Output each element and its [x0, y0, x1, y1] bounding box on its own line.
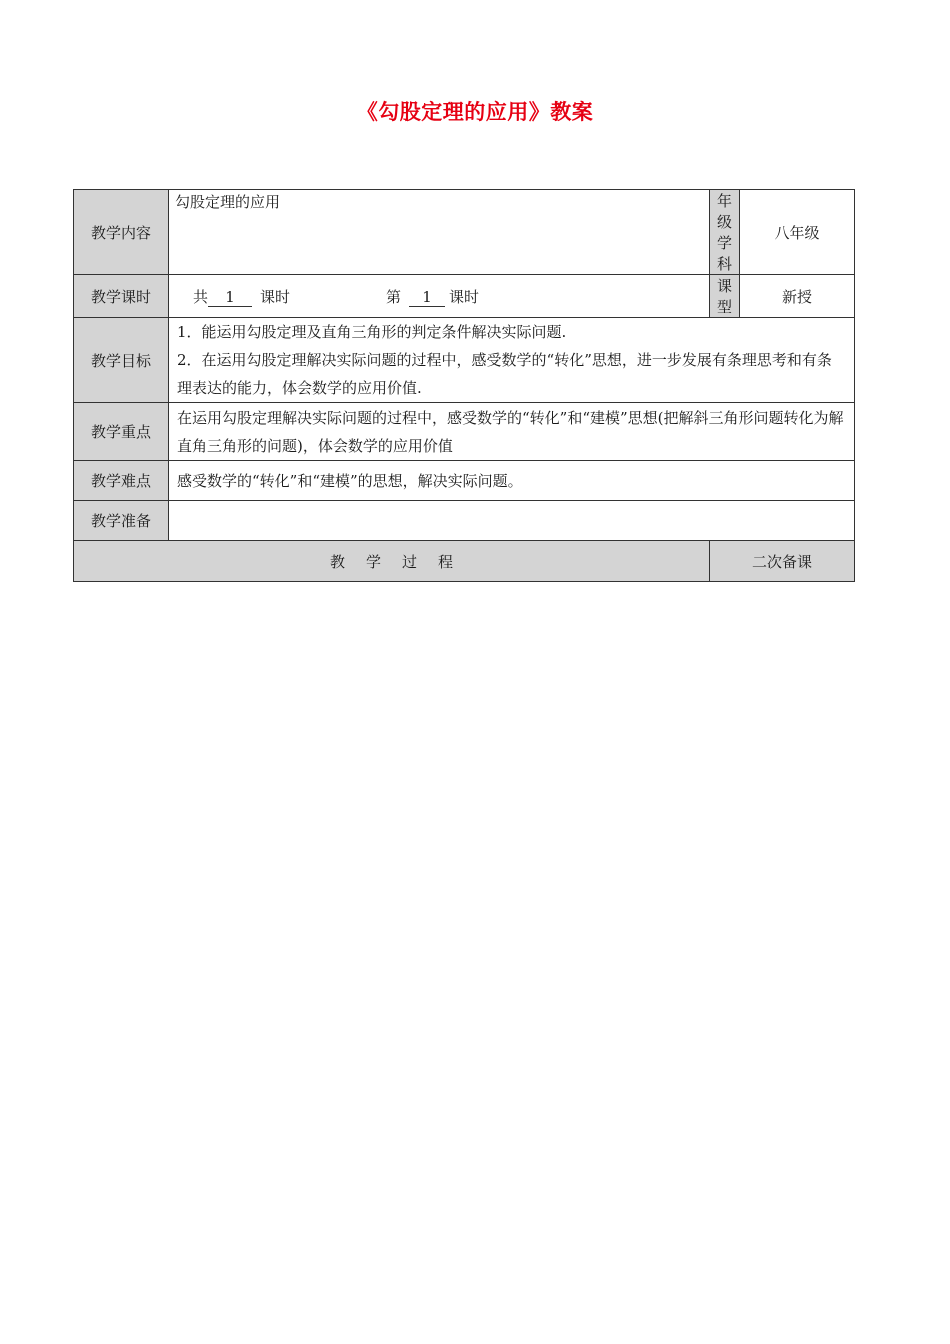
- row-preparation: [74, 501, 855, 541]
- hours-index: 1: [409, 288, 445, 307]
- difficulty-text: 感受数学的“转化”和“建模”的思想，解决实际问题。: [169, 461, 855, 501]
- hours-prefix: 共: [193, 287, 209, 306]
- process-char-2: 学: [365, 552, 381, 571]
- hours-unit-1: 课时: [260, 287, 291, 306]
- goal-item-2: 2．在运用勾股定理解决实际问题的过程中，感受数学的“转化”思想，进一步发展有条理思考和有条理表达的能力，体会数学的应用价值.: [177, 351, 832, 397]
- row-key-points: [74, 403, 855, 461]
- goals-cell: [169, 318, 855, 403]
- row-hours: [74, 275, 855, 318]
- process-char-3: 过: [401, 552, 417, 571]
- content-value-cell: [169, 190, 710, 275]
- grade-value: 八年级: [740, 190, 855, 275]
- hours-unit-2: 课时: [449, 287, 480, 306]
- hours-label: 教学课时: [74, 275, 169, 318]
- row-content: [74, 190, 855, 275]
- type-label: 课 型: [710, 275, 740, 318]
- difficulty-label: 教学难点: [74, 461, 169, 501]
- hours-cell: [169, 275, 710, 318]
- key-text: 在运用勾股定理解决实际问题的过程中，感受数学的“转化”和“建模”思想(把解斜三角形问题转化为解直角三角形的问题)，体会数学的应用价值: [169, 403, 855, 461]
- content-label: 教学内容: [74, 190, 169, 275]
- row-difficulty: [74, 461, 855, 501]
- hours-index-prefix: 第: [386, 287, 402, 306]
- content-value: 勾股定理的应用: [175, 193, 281, 211]
- process-char-4: 程: [437, 552, 453, 571]
- hours-total: 1: [208, 288, 252, 307]
- process-label: [74, 541, 710, 582]
- row-goals: [74, 318, 855, 403]
- second-prep-label: 二次备课: [710, 541, 855, 582]
- key-label: 教学重点: [74, 403, 169, 461]
- row-process: [74, 541, 855, 582]
- document-title: 《勾股定理的应用》教案: [356, 100, 594, 124]
- grade-label: 年级学科: [710, 190, 740, 275]
- type-value: 新授: [740, 275, 855, 318]
- process-char-1: 教: [329, 552, 345, 571]
- prep-label: 教学准备: [74, 501, 169, 541]
- prep-text: [169, 501, 855, 541]
- lesson-plan-table: [73, 189, 855, 582]
- goal-item-1: 1．能运用勾股定理及直角三角形的判定条件解决实际问题.: [177, 323, 567, 341]
- goals-label: 教学目标: [74, 318, 169, 403]
